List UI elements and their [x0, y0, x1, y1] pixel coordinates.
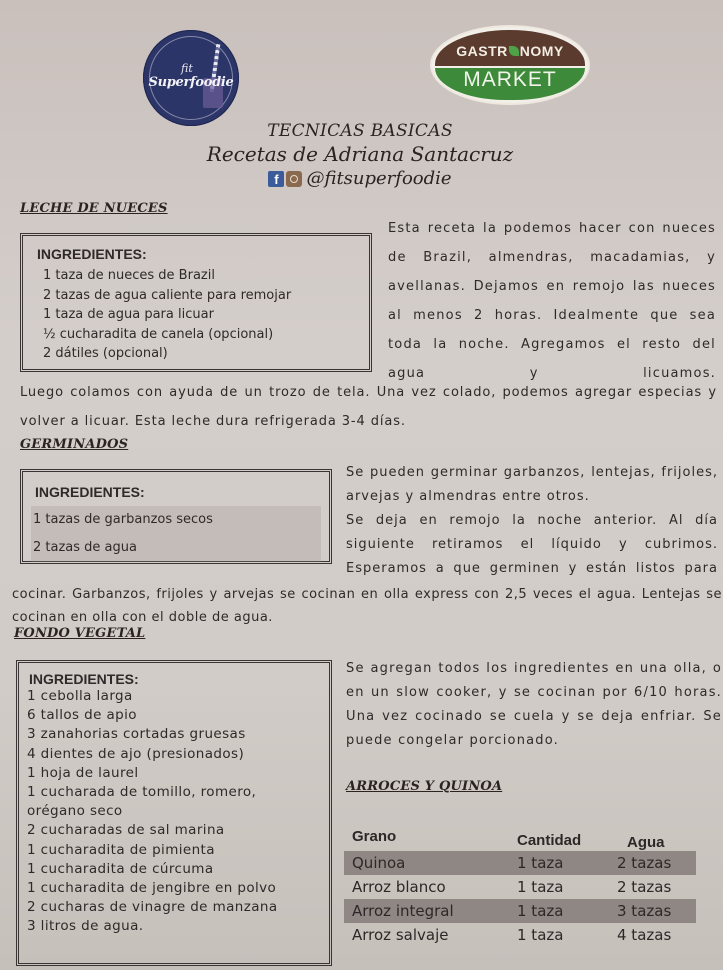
- social-handle: @fitsuperfoodie: [306, 168, 452, 189]
- cell-cantidad: 1 taza: [517, 851, 617, 875]
- ingredients-list: [31, 506, 321, 562]
- cell-cantidad: 1 taza: [517, 878, 564, 896]
- leche-side-text: Esta receta la podemos hacer con nueces de Brazil, almendras, macadamias, y avellanas. Dejamos en remojo las nueces al menos 2 horas. Idealmente que sea toda la noche. Agregamos el resto del agua y licuamos.: [388, 221, 716, 381]
- ingredient-item: 1 taza de nueces de Brazil: [43, 268, 215, 283]
- column-header: Cantidad: [517, 832, 582, 849]
- leaf-icon: [509, 46, 519, 56]
- ingredient-item: 1 cucharadita de pimienta: [27, 841, 215, 858]
- cell-cantidad: 1 taza: [517, 926, 564, 944]
- ingredient-item: 1 cucharadita de cúrcuma: [27, 860, 214, 877]
- ingredient-item: 2 tazas de agua caliente para remojar: [43, 287, 292, 303]
- grain-table: [344, 822, 696, 947]
- page-header: [150, 120, 570, 192]
- section-heading-leche: LECHE DE NUECES: [20, 201, 168, 216]
- germinados-side-text-2: Se deja en remojo la noche anterior. Al día siguiente retiramos el líquido y cubrimos. Esperamos a que germinen y están listos para: [346, 513, 718, 576]
- leche-full-text: Luego colamos con ayuda de un trozo de tela. Una vez colado, podemos agregar especias y volver a licuar. Esta leche dura refrigerada 3-4 días.: [20, 385, 717, 429]
- ingredient-item: orégano seco: [27, 803, 123, 820]
- ingredient-item: 1 taza de agua para licuar: [43, 307, 214, 322]
- page-subtitle: Recetas de Adriana Santacruz: [206, 142, 514, 166]
- cell-grano: Arroz blanco: [352, 878, 446, 896]
- ingredient-item: 1 hoja de laurel: [27, 764, 139, 781]
- logo-market-text: MARKET: [463, 68, 557, 91]
- ingredients-list: [37, 266, 355, 364]
- ingredient-item: 3 zanahorias cortadas gruesas: [27, 726, 246, 743]
- section-heading-arroces: ARROCES Y QUINOA: [346, 779, 503, 794]
- ingredient-item: 4 dientes de ajo (presionados): [27, 745, 245, 762]
- cell-grano: Quinoa: [344, 851, 517, 875]
- section-heading-germinados: GERMINADOS: [20, 437, 129, 452]
- ingredient-item: 1 tazas de garbanzos secos: [33, 512, 213, 527]
- cell-agua: 2 tazas: [617, 851, 696, 875]
- ingredients-list: [25, 687, 323, 937]
- section-heading-fondo: FONDO VEGETAL: [14, 626, 146, 641]
- fondo-side-text: Se agregan todos los ingredientes en una olla, o en un slow cooker, y se cocinan por 6/10 horas. Una vez cocinado se cuela y se deja enfriar. Se puede congelar porcionado.: [346, 661, 722, 748]
- ingredient-item: 2 cucharadas de sal marina: [27, 822, 225, 839]
- table-row: [344, 851, 696, 875]
- ingredient-item: 2 dátiles (opcional): [43, 346, 168, 361]
- ingredients-title: INGREDIENTES:: [37, 246, 147, 262]
- social-line: [150, 166, 570, 192]
- table-row: [344, 899, 696, 923]
- cell-cantidad: 1 taza: [517, 899, 617, 923]
- superfoodie-logo: [143, 30, 239, 126]
- ingredients-title: INGREDIENTES:: [29, 671, 139, 687]
- logo-text-b: NOMY: [519, 43, 564, 59]
- logo-name: Superfoodie: [148, 74, 234, 90]
- ingredient-item: 3 litros de agua.: [27, 918, 144, 935]
- logo-top-band: [435, 30, 585, 66]
- cell-grano: Arroz integral: [344, 899, 517, 923]
- table-row: [344, 875, 696, 899]
- logo-text-a: GASTR: [456, 43, 508, 59]
- germinados-side-text-1: Se pueden germinar garbanzos, lentejas, frijoles, arvejas y almendras entre otros.: [346, 465, 718, 504]
- cell-agua: 3 tazas: [617, 899, 696, 923]
- instagram-icon: [286, 171, 302, 187]
- ingredient-item: ½ cucharadita de canela (opcional): [43, 326, 274, 342]
- cell-grano: Arroz salvaje: [352, 926, 449, 944]
- column-header: Grano: [352, 828, 397, 845]
- logo-fit-text: fit: [181, 62, 193, 75]
- gastronomy-market-logo: [432, 27, 588, 103]
- cell-agua: 4 tazas: [617, 926, 672, 944]
- ingredient-item: 6 tallos de apio: [27, 707, 137, 724]
- ingredients-box-germinados: [20, 469, 332, 564]
- ingredients-box-leche: [20, 233, 372, 372]
- ingredient-item: 2 cucharas de vinagre de manzana: [27, 899, 278, 916]
- germinados-full-text: cocinar. Garbanzos, frijoles y arvejas se cocinan en olla express con 2,5 veces el agua. Lentejas se cocinan en olla con el doble de agua.: [12, 587, 722, 625]
- table-row: [344, 923, 696, 947]
- ingredients-box-fondo: [16, 660, 332, 966]
- facebook-icon: f: [268, 171, 284, 187]
- cell-agua: 2 tazas: [617, 878, 672, 896]
- ingredient-item: 1 cucharada de tomillo, romero,: [27, 784, 257, 801]
- ingredients-title: INGREDIENTES:: [35, 484, 145, 500]
- page-title: TECNICAS BASICAS: [267, 121, 453, 141]
- ingredient-item: 1 cebolla larga: [27, 688, 133, 704]
- ingredient-item: 1 cucharadita de jengibre en polvo: [27, 880, 277, 897]
- ingredient-item: 2 tazas de agua: [33, 540, 137, 555]
- table-header-row: [344, 822, 696, 851]
- column-header: Agua: [627, 834, 665, 851]
- logo-bottom-band: [435, 68, 585, 100]
